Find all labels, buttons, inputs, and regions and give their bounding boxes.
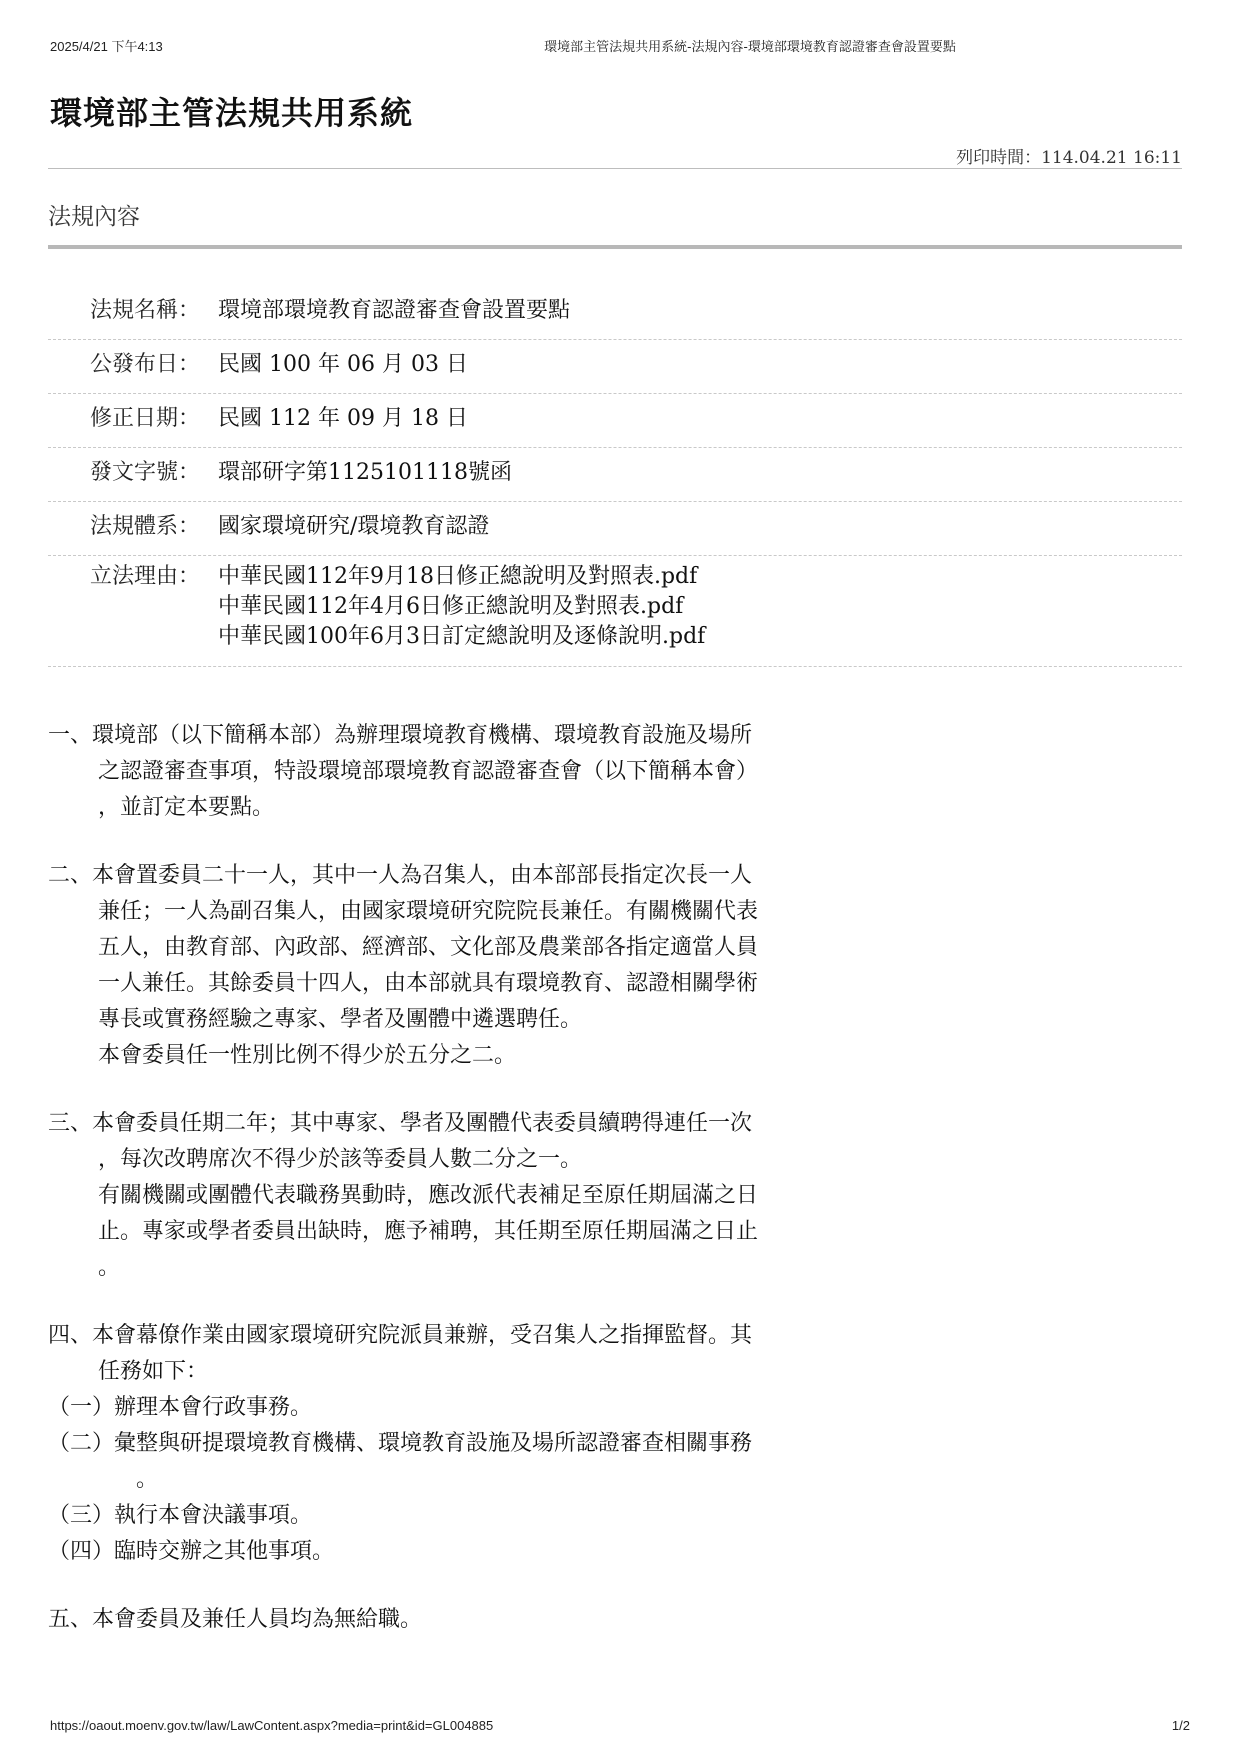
article-text: 有關機關或團體代表職務異動時，應改派代表補足至原任期屆滿之日 xyxy=(98,1183,759,1208)
divider-thick xyxy=(48,245,1182,249)
site-title: 環境部主管法規共用系統 xyxy=(50,94,414,132)
article-item: （二）彙整與研提環境教育機構、環境教育設施及場所認證審查相關事務 xyxy=(48,1431,753,1456)
article-text: 五、本會委員及兼任人員均為無給職。 xyxy=(48,1607,423,1632)
law-articles xyxy=(48,718,858,1670)
print-date: 2025/4/21 下午4:13 xyxy=(50,39,163,54)
article-text: 本會委員任一性別比例不得少於五分之二。 xyxy=(98,1043,517,1068)
article-text: 。 xyxy=(98,1255,121,1280)
info-label: 立法理由： xyxy=(89,564,200,589)
article-text: 止。專家或學者委員出缺時，應予補聘，其任期至原任期屆滿之日止 xyxy=(98,1219,759,1244)
info-row-law-name xyxy=(48,286,1182,340)
article-item: （三）執行本會決議事項。 xyxy=(48,1503,313,1528)
article-text: 二、本會置委員二十一人，其中一人為召集人，由本部部長指定次長一人 xyxy=(48,863,753,888)
print-document-title: 環境部主管法規共用系統-法規內容-環境部環境教育認證審查會設置要點 xyxy=(544,39,956,54)
print-url: https://oaout.moenv.gov.tw/law/LawContent.aspx?media=print&id=GL004885 xyxy=(50,1718,494,1733)
law-info-table xyxy=(48,286,1182,667)
law-name: 環境部環境教育認證審查會設置要點 xyxy=(218,298,571,323)
article-5 xyxy=(48,1602,858,1638)
reason-file-link[interactable]: 中華民國112年4月6日修正總說明及對照表.pdf xyxy=(218,594,684,619)
article-2 xyxy=(48,858,858,1074)
info-label: 法規名稱： xyxy=(89,298,200,323)
publish-date: 民國 100 年 06 月 03 日 xyxy=(218,352,468,377)
article-text: ，並訂定本要點。 xyxy=(98,795,275,820)
info-label: 公發布日： xyxy=(89,352,200,377)
article-text: ，每次改聘席次不得少於該等委員人數二分之一。 xyxy=(98,1147,583,1172)
reason-file-link[interactable]: 中華民國112年9月18日修正總說明及對照表.pdf xyxy=(218,564,698,589)
info-row-law-category xyxy=(48,502,1182,556)
legislative-reason-links xyxy=(218,562,1182,652)
divider xyxy=(48,168,1182,169)
article-text: 一人兼任。其餘委員十四人，由本部就具有環境教育、認證相關學術 xyxy=(98,971,759,996)
reason-file-link[interactable]: 中華民國100年6月3日訂定總說明及逐條說明.pdf xyxy=(218,624,706,649)
info-label: 修正日期： xyxy=(89,406,200,431)
page-number: 1/2 xyxy=(1171,1718,1190,1733)
article-4 xyxy=(48,1318,858,1570)
article-text: 兼任；一人為副召集人，由國家環境研究院院長兼任。有關機關代表 xyxy=(98,899,759,924)
article-text: 五人，由教育部、內政部、經濟部、文化部及農業部各指定適當人員 xyxy=(98,935,759,960)
article-text: 三、本會委員任期二年；其中專家、學者及團體代表委員續聘得連任一次 xyxy=(48,1111,753,1136)
article-item: （一）辦理本會行政事務。 xyxy=(48,1395,313,1420)
article-item: 。 xyxy=(136,1467,159,1492)
amend-date: 民國 112 年 09 月 18 日 xyxy=(218,406,468,431)
document-number: 環部研字第1125101118號函 xyxy=(218,460,512,485)
article-item: （四）臨時交辦之其他事項。 xyxy=(48,1539,335,1564)
article-text: 之認證審查事項，特設環境部環境教育認證審查會（以下簡稱本會） xyxy=(98,759,759,784)
info-row-publish-date xyxy=(48,340,1182,394)
article-text: 四、本會幕僚作業由國家環境研究院派員兼辦，受召集人之指揮監督。其 xyxy=(48,1323,753,1348)
info-label: 法規體系： xyxy=(89,514,200,539)
print-time: 列印時間：114.04.21 16:11 xyxy=(956,148,1182,168)
info-row-amend-date xyxy=(48,394,1182,448)
law-category: 國家環境研究/環境教育認證 xyxy=(218,514,490,539)
article-text: 一、環境部（以下簡稱本部）為辦理環境教育機構、環境教育設施及場所 xyxy=(48,723,753,748)
print-footer xyxy=(50,1718,1190,1738)
article-3 xyxy=(48,1106,858,1286)
article-text: 專長或實務經驗之專家、學者及團體中遴選聘任。 xyxy=(98,1007,583,1032)
info-row-document-number xyxy=(48,448,1182,502)
article-text: 任務如下： xyxy=(98,1359,209,1384)
article-1 xyxy=(48,718,858,826)
section-title: 法規內容 xyxy=(48,204,140,230)
info-label: 發文字號： xyxy=(89,460,200,485)
info-row-legislative-reason xyxy=(48,556,1182,667)
print-header xyxy=(50,36,1190,56)
